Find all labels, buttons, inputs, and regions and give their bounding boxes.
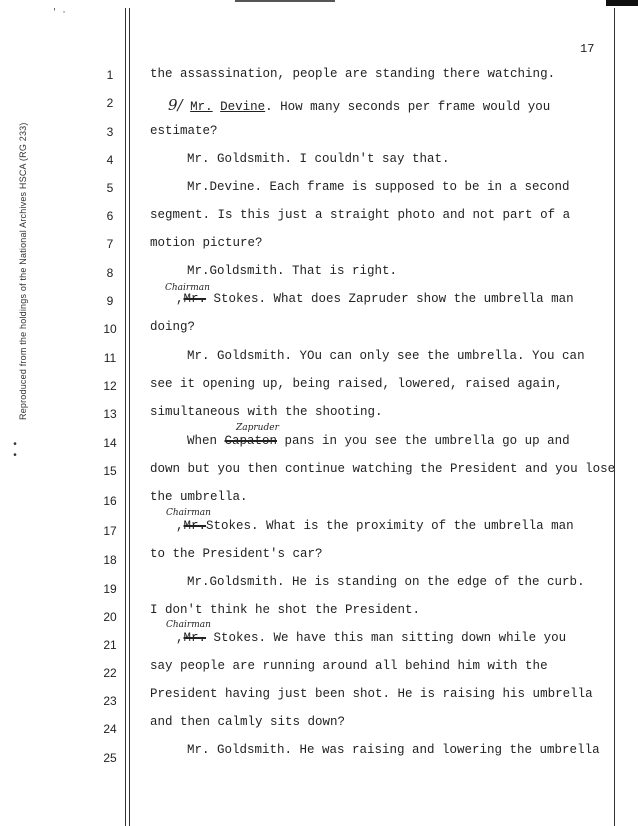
right-margin-rule: [614, 8, 615, 826]
line-number: 25: [103, 751, 117, 765]
line-number: 24: [103, 722, 117, 736]
line-number: 19: [103, 582, 117, 596]
text-line-1: the assassination, people are standing there watching.: [150, 67, 556, 81]
text-line-17-rest: Stokes. What is the proximity of the umbrella man: [206, 519, 574, 533]
top-margin-marks: ' ·: [52, 8, 67, 17]
speaker-mr: Mr.: [190, 100, 213, 114]
text-line-9: [176, 292, 574, 306]
struck-mr: Mr.: [183, 519, 207, 533]
line-number: 23: [103, 694, 117, 708]
line-number: 2: [106, 96, 114, 110]
text-line-10: doing?: [150, 320, 196, 334]
line-number: 3: [106, 125, 114, 139]
line-number: 12: [103, 379, 117, 393]
line-number: 17: [103, 524, 117, 538]
insertion-caret: ,: [176, 292, 184, 306]
line-number: 1: [106, 68, 114, 82]
text-line-20: I don't think he shot the President.: [150, 603, 421, 617]
text-line-15: down but you then continue watching the President and you lose: [150, 462, 616, 476]
struck-mr: Mr.: [183, 631, 207, 645]
speaker-devine: Devine: [220, 100, 266, 114]
line-number: 8: [106, 266, 114, 280]
text-line-14: [187, 434, 570, 448]
text-line-7: motion picture?: [150, 236, 263, 250]
line-number: 16: [103, 494, 117, 508]
handwritten-zapruder-14: Zapruder: [236, 423, 279, 433]
text-line-8: Mr.Goldsmith. That is right.: [187, 264, 398, 278]
text-line-2: [168, 96, 550, 114]
handwritten-chairman-9: Chairman: [165, 283, 210, 293]
corner-mark: [606, 0, 638, 6]
paragraph-mark: 9/: [168, 96, 183, 114]
text-line-23: President having just been shot. He is raising his umbrella: [150, 687, 593, 701]
struck-mr: Mr.: [183, 292, 207, 306]
text-line-24: and then calmly sits down?: [150, 715, 346, 729]
text-line-18: to the President's car?: [150, 547, 323, 561]
line-number: 14: [103, 436, 117, 450]
struck-name: Capaton: [224, 434, 278, 448]
text-line-19: Mr.Goldsmith. He is standing on the edge of the curb.: [187, 575, 585, 589]
line-number: 21: [103, 638, 117, 652]
text-line-2-rest: . How many seconds per frame would you: [265, 100, 551, 114]
line-number: 11: [103, 351, 117, 365]
page-number: 17: [580, 42, 595, 56]
text-line-3: estimate?: [150, 124, 218, 138]
line-number: 5: [106, 181, 114, 195]
line-number: 6: [106, 209, 114, 223]
top-edge-mark: [235, 0, 335, 2]
text-line-14-rest: pans in you see the umbrella go up and: [277, 434, 570, 448]
text-line-9-rest: Stokes. What does Zapruder show the umbrella man: [206, 292, 574, 306]
line-number: 7: [106, 237, 114, 251]
line-number: 15: [103, 464, 117, 478]
text-line-16: the umbrella.: [150, 490, 248, 504]
left-margin-rule-outer: [125, 8, 126, 826]
text-line-12: see it opening up, being raised, lowered, raised again,: [150, 377, 563, 391]
text-line-13: simultaneous with the shooting.: [150, 405, 383, 419]
text-line-6: segment. Is this just a straight photo and not part of a: [150, 208, 571, 222]
insertion-caret: ,: [176, 631, 184, 645]
handwritten-chairman-21: Chairman: [166, 620, 211, 630]
text-line-4: Mr. Goldsmith. I couldn't say that.: [187, 152, 450, 166]
line-number: 4: [106, 153, 114, 167]
margin-dots: • •: [12, 440, 19, 462]
text-line-17: [176, 519, 574, 533]
line-number: 10: [103, 322, 117, 336]
text-line-21-rest: Stokes. We have this man sitting down while you: [206, 631, 567, 645]
line-number: 20: [103, 610, 117, 624]
handwritten-chairman-17: Chairman: [166, 508, 211, 518]
text-line-25: Mr. Goldsmith. He was raising and lowering the umbrella: [187, 743, 600, 757]
line-number: 22: [103, 666, 117, 680]
line-number: 13: [103, 407, 117, 421]
archive-side-note-text: Reproduced from the holdings of the National Archives HSCA (RG 233): [18, 122, 28, 420]
insertion-caret: ,: [176, 519, 184, 533]
text-line-14-when: When: [187, 434, 225, 448]
text-line-11: Mr. Goldsmith. YOu can only see the umbrella. You can: [187, 349, 585, 363]
text-line-22: say people are running around all behind him with the: [150, 659, 548, 673]
text-line-21: [176, 631, 566, 645]
left-margin-rule-inner: [129, 8, 130, 826]
line-number: 18: [103, 553, 117, 567]
text-line-5: Mr.Devine. Each frame is supposed to be in a second: [187, 180, 570, 194]
line-number: 9: [106, 294, 114, 308]
